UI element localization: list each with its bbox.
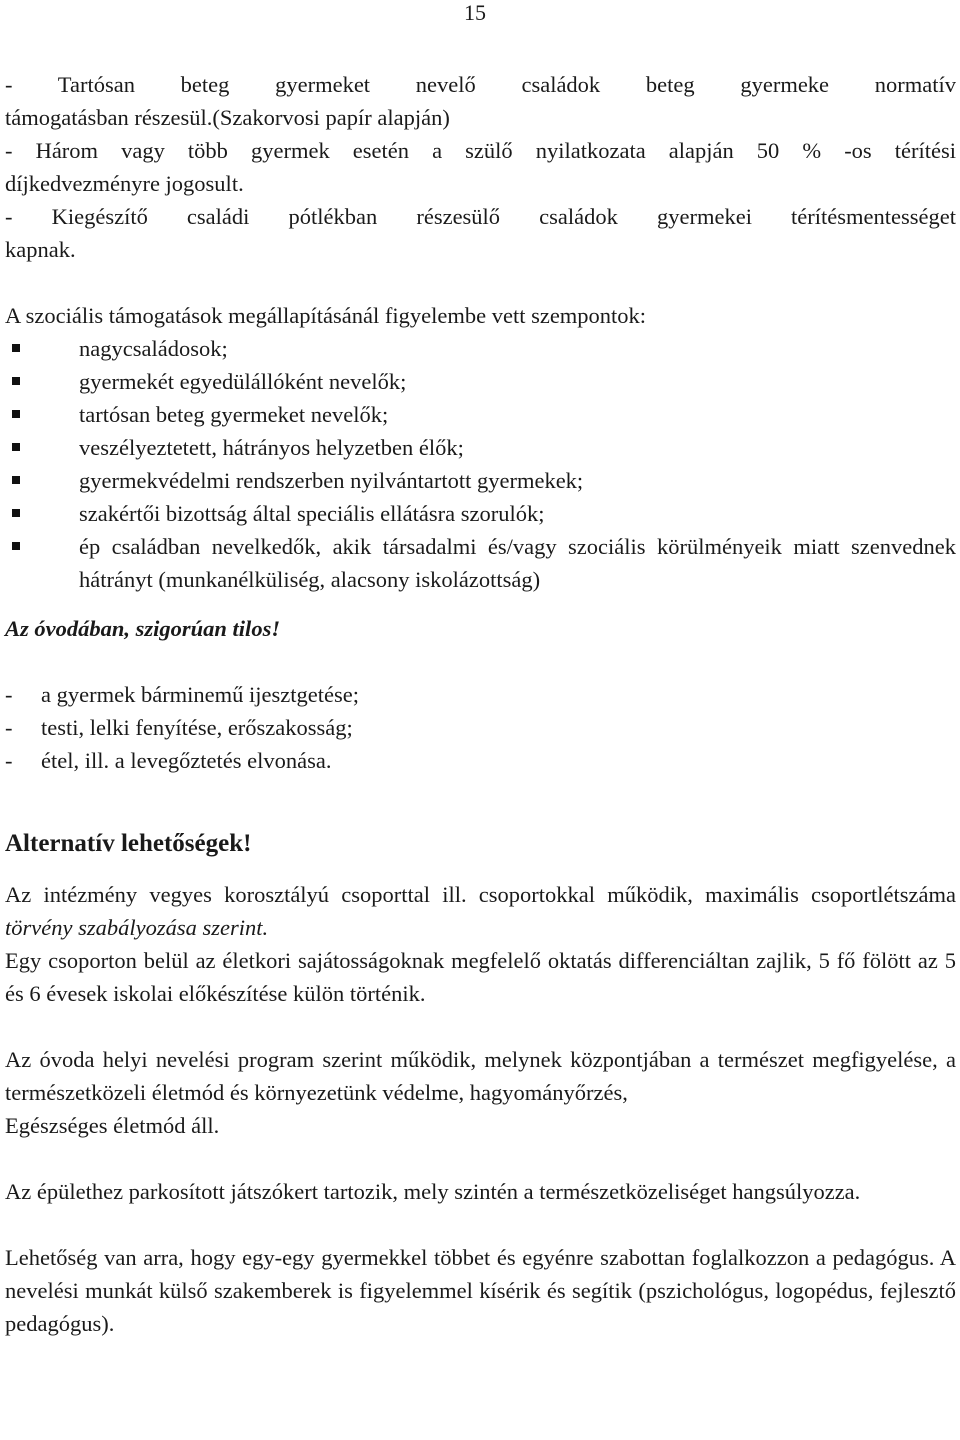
- dash-bullet: -: [5, 748, 13, 773]
- list-item: [5, 365, 956, 398]
- square-bullet-icon: [12, 476, 20, 484]
- paragraph-garden: Az épülethez parkosított játszókert tartozik, mely szintén a természetközeliséget hangsúlyozza.: [5, 1179, 861, 1204]
- intro-line-3: - Három vagy több gyermek esetén a szülő nyilatkozata alapján 50 % -os térítési: [5, 138, 956, 163]
- square-bullet-icon: [12, 443, 20, 451]
- intro-line-2: támogatásban részesül.(Szakorvosi papír alapján): [5, 105, 450, 130]
- intro-line-6: kapnak.: [5, 237, 76, 262]
- list-item-text: szakértői bizottság által speciális ellátásra szorulók;: [79, 501, 545, 526]
- list-item-text: gyermekét egyedülállóként nevelők;: [79, 369, 407, 394]
- paragraph-specialists: Lehetőség van arra, hogy egy-egy gyermekkel többet és egyénre szabottan foglalkozzon a pedagógus. A nevelési munkát külső szakemberek is figyelemmel kísérik és segítik (pszichológus, logopédus, fejlesztő pedagógus).: [5, 1245, 956, 1336]
- square-bullet-icon: [12, 542, 20, 550]
- paragraph-program: Az óvoda helyi nevelési program szerint működik, melynek központjában a természet megfigyelése, a természetközeli életmód és környezetünk védelme, hagyományőrzés,: [5, 1047, 956, 1105]
- list-item-text: veszélyeztetett, hátrányos helyzetben élők;: [79, 435, 464, 460]
- intro-line-4: díjkedvezményre jogosult.: [5, 171, 244, 196]
- list-item-text: testi, lelki fenyítése, erőszakosság;: [41, 715, 353, 740]
- list-item-text: ép családban nevelkedők, akik társadalmi és/vagy szociális körülményeik miatt szenvednek hátrányt (munkanélküliség, alacsony iskolázottság): [79, 534, 956, 592]
- square-bullet-icon: [12, 509, 20, 517]
- document-body: [5, 68, 956, 1340]
- page-number: 15: [464, 0, 486, 25]
- paragraph-italic-text: törvény szabályozása szerint.: [5, 915, 269, 940]
- list-item: [5, 497, 956, 530]
- list-item-text: nagycsaládosok;: [79, 336, 228, 361]
- square-bullet-icon: [12, 344, 20, 352]
- criteria-list: [5, 332, 956, 596]
- list-item-text: a gyermek bárminemű ijesztgetése;: [41, 682, 359, 707]
- list-item: [5, 744, 956, 777]
- list-item-text: gyermekvédelmi rendszerben nyilvántartott gyermekek;: [79, 468, 584, 493]
- list-item: [5, 678, 956, 711]
- paragraph-healthy-lifestyle: Egészséges életmód áll.: [5, 1113, 220, 1138]
- list-item: [5, 530, 956, 596]
- list-item: [5, 332, 956, 365]
- square-bullet-icon: [12, 377, 20, 385]
- prohibited-list: [5, 678, 956, 777]
- list-item: [5, 398, 956, 431]
- dash-bullet: -: [5, 715, 13, 740]
- paragraph-differentiation: Egy csoporton belül az életkori sajátosságoknak megfelelő oktatás differenciáltan zajlik, 5 fő fölött az 5 és 6 évesek iskolai előkészítése külön történik.: [5, 948, 956, 1006]
- section-heading: Alternatív lehetőségek!: [5, 830, 252, 857]
- paragraph-group-size: [5, 878, 956, 944]
- list-item: [5, 464, 956, 497]
- criteria-intro: A szociális támogatások megállapításánál figyelembe vett szempontok:: [5, 303, 647, 328]
- list-item-text: étel, ill. a levegőztetés elvonása.: [41, 748, 332, 773]
- list-item: [5, 431, 956, 464]
- paragraph-text: Az intézmény vegyes korosztályú csoporttal ill. csoportokkal működik, maximális csoportlétszáma: [5, 882, 956, 907]
- square-bullet-icon: [12, 410, 20, 418]
- prohibited-title: Az óvodában, szigorúan tilos!: [5, 616, 281, 641]
- dash-bullet: -: [5, 682, 13, 707]
- intro-line-5: - Kiegészítő családi pótlékban részesülő családok gyermekei térítésmentességet: [5, 204, 956, 229]
- list-item-text: tartósan beteg gyermeket nevelők;: [79, 402, 389, 427]
- intro-line-1: - Tartósan beteg gyermeket nevelő családok beteg gyermeke normatív: [5, 72, 956, 97]
- list-item: [5, 711, 956, 744]
